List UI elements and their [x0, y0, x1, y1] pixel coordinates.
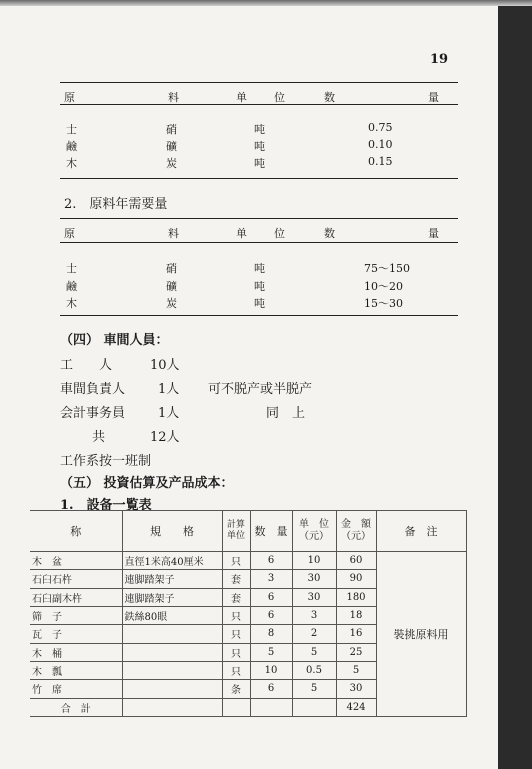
table1-header-unit2: 位: [274, 91, 285, 104]
table1-row2-unit: 吨: [254, 140, 265, 153]
row-amount: 25: [336, 643, 376, 661]
scan-top-edge: [0, 0, 532, 6]
table2-row3-qty: 15～30: [364, 297, 403, 310]
row-name: 石臼副木杵: [30, 588, 122, 606]
row-name: 木 盆: [30, 552, 122, 570]
table1-header-raw: 原: [64, 91, 75, 104]
staff-note-head: 可不脱产或半脱产: [208, 382, 313, 397]
row-unit: 条: [222, 680, 250, 698]
row-unit: 套: [222, 588, 250, 606]
col-header-unit: 計算单位: [222, 511, 250, 552]
table1-row3-unit: 吨: [254, 157, 265, 170]
row-amount: 30: [336, 680, 376, 698]
page-number: 19: [430, 52, 449, 67]
row-unit-price: 10: [292, 552, 336, 570]
row-remark: 裝挑原料用: [376, 552, 466, 717]
row-spec: [122, 680, 222, 698]
row-unit: 只: [222, 643, 250, 661]
table2-top-rule: [60, 218, 458, 219]
row-spec: 連脚踏架子: [122, 570, 222, 588]
total-spec: [122, 698, 222, 716]
row-amount: 18: [336, 606, 376, 624]
total-unit-price: [292, 698, 336, 716]
table2-bottom-rule: [60, 315, 458, 316]
shift-note: 工作系按一班制: [60, 454, 152, 469]
row-unit: 只: [222, 606, 250, 624]
col-header-name: 称: [30, 511, 122, 552]
table-row: [30, 552, 466, 570]
row-unit-price: 5: [292, 680, 336, 698]
row-qty: 6: [250, 680, 292, 698]
equipment-table: [30, 510, 467, 717]
table1-header-material: 料: [168, 91, 179, 104]
table2-header-material: 料: [168, 227, 179, 240]
row-spec: 連脚踏架子: [122, 588, 222, 606]
total-amount: 424: [336, 698, 376, 716]
row-unit: 只: [222, 625, 250, 643]
table1-header-qty2: 量: [428, 91, 439, 104]
staff-role-head: 車間負責人: [60, 382, 126, 397]
row-name: 竹 席: [30, 680, 122, 698]
row-name: 木 桶: [30, 643, 122, 661]
total-label: 合 計: [30, 698, 122, 716]
table2-row1-b: 硝: [166, 262, 177, 275]
row-unit-price: 3: [292, 606, 336, 624]
table1-row3-a: 木: [66, 157, 77, 170]
staff-role-workers: 工 人: [60, 358, 113, 373]
row-unit: 只: [222, 552, 250, 570]
table2-header-qty2: 量: [428, 227, 439, 240]
section2-title: 2. 原料年需要量: [64, 197, 168, 212]
row-amount: 180: [336, 588, 376, 606]
section4-title: （四） 車間人員：: [60, 333, 169, 348]
table1-top-rule: [60, 82, 458, 83]
table1-row2-a: 鹼: [66, 140, 77, 153]
row-name: 木 瓢: [30, 661, 122, 679]
col-header-amount: 金 額（元）: [336, 511, 376, 552]
table2-row3-unit: 吨: [254, 297, 265, 310]
table2-row3-a: 木: [66, 297, 77, 310]
table1-header-rule: [60, 104, 458, 105]
table2-row1-qty: 75～150: [364, 262, 410, 275]
col-header-remarks: 备 注: [376, 511, 466, 552]
row-amount: 16: [336, 625, 376, 643]
equipment-table-header: [30, 511, 466, 552]
row-qty: 10: [250, 661, 292, 679]
table1-row3-qty: 0.15: [368, 155, 393, 168]
staff-count-head: 1人: [158, 382, 180, 397]
table1-bottom-rule: [60, 178, 458, 179]
table2-row2-a: 鹼: [66, 280, 77, 293]
row-unit-price: 30: [292, 570, 336, 588]
table1-row1-qty: 0.75: [368, 121, 393, 134]
table2-row2-qty: 10～20: [364, 280, 403, 293]
table1-row1-unit: 吨: [254, 123, 265, 136]
row-qty: 5: [250, 643, 292, 661]
table1-row2-b: 礦: [166, 140, 177, 153]
row-name: 筛 子: [30, 606, 122, 624]
row-amount: 5: [336, 661, 376, 679]
col-header-qty: 数 量: [250, 511, 292, 552]
staff-role-accountant: 会計事务員: [60, 406, 126, 421]
total-unit: [222, 698, 250, 716]
row-unit-price: 0.5: [292, 661, 336, 679]
table2-row2-b: 礦: [166, 280, 177, 293]
row-qty: 6: [250, 552, 292, 570]
row-spec: [122, 643, 222, 661]
table1-header-qty1: 数: [324, 91, 335, 104]
row-spec: 鉄絲80眼: [122, 606, 222, 624]
row-spec: 直徑1米高40厘米: [122, 552, 222, 570]
table2-row1-unit: 吨: [254, 262, 265, 275]
row-qty: 6: [250, 588, 292, 606]
row-qty: 8: [250, 625, 292, 643]
row-unit-price: 30: [292, 588, 336, 606]
row-amount: 90: [336, 570, 376, 588]
row-qty: 6: [250, 606, 292, 624]
table2-row2-unit: 吨: [254, 280, 265, 293]
table1-row3-b: 炭: [166, 157, 177, 170]
row-unit-price: 5: [292, 643, 336, 661]
section5-title: （五） 投資估算及产品成本：: [60, 476, 234, 491]
table2-row1-a: 士: [66, 262, 77, 275]
table1-row1-b: 硝: [166, 123, 177, 136]
staff-count-workers: 10人: [150, 358, 180, 373]
total-qty: [250, 698, 292, 716]
table2-header-unit1: 单: [236, 227, 247, 240]
row-unit-price: 2: [292, 625, 336, 643]
row-unit: 套: [222, 570, 250, 588]
table2-header-qty1: 数: [324, 227, 335, 240]
table2-header-unit2: 位: [274, 227, 285, 240]
staff-total-count: 12人: [150, 430, 180, 445]
row-name: 瓦 子: [30, 625, 122, 643]
table1-header-unit1: 单: [236, 91, 247, 104]
table1-row2-qty: 0.10: [368, 138, 393, 151]
col-header-unit-price: 单 位（元）: [292, 511, 336, 552]
row-unit: 只: [222, 661, 250, 679]
col-header-spec: 規 格: [122, 511, 222, 552]
row-qty: 3: [250, 570, 292, 588]
row-spec: [122, 625, 222, 643]
table2-row3-b: 炭: [166, 297, 177, 310]
staff-total-label: 共: [92, 430, 106, 445]
table1-row1-a: 士: [66, 123, 77, 136]
row-spec: [122, 661, 222, 679]
row-name: 石臼石杵: [30, 570, 122, 588]
section5-subtitle: 1. 設备一覧表: [60, 498, 152, 513]
staff-count-accountant: 1人: [158, 406, 180, 421]
table2-header-raw: 原: [64, 227, 75, 240]
staff-note-accountant: 同 上: [266, 406, 306, 421]
row-amount: 60: [336, 552, 376, 570]
table2-header-rule: [60, 242, 458, 243]
